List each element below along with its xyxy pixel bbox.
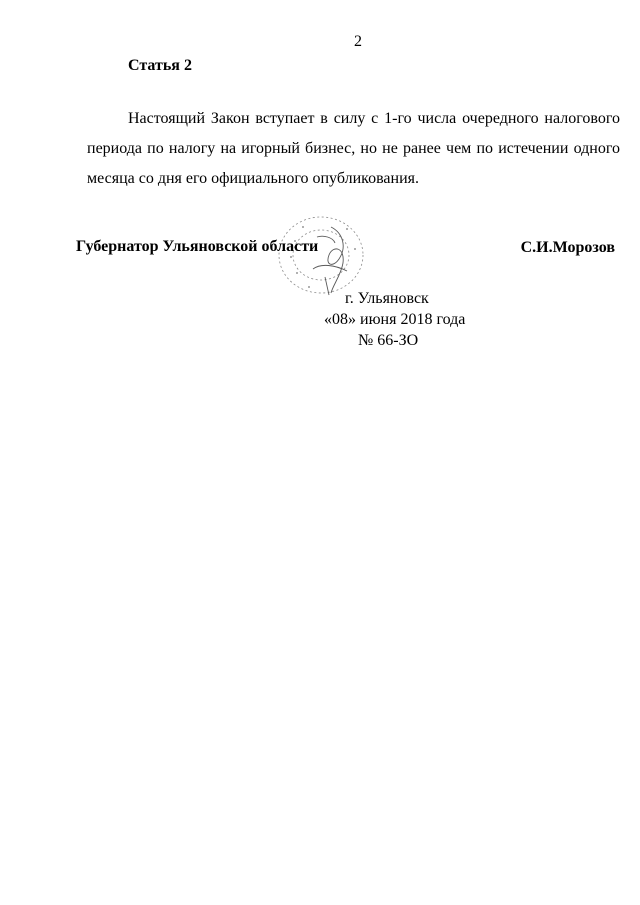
enactment-date: «08» июня 2018 года (324, 311, 466, 328)
article-heading: Статья 2 (128, 57, 192, 74)
enactment-city: г. Ульяновск (345, 290, 429, 307)
article-body-text: Настоящий Закон вступает в силу с 1-го числа очередного налогового периода по налогу на игорный бизнес, но не ранее чем по истечении одного месяца со дня его официального опубликования. (87, 110, 620, 187)
law-number: № 66-ЗО (358, 332, 419, 349)
page-number: 2 (354, 33, 362, 50)
signatory-title: Губернатор Ульяновской области (76, 238, 319, 255)
signatory-name: С.И.Морозов (520, 239, 615, 256)
